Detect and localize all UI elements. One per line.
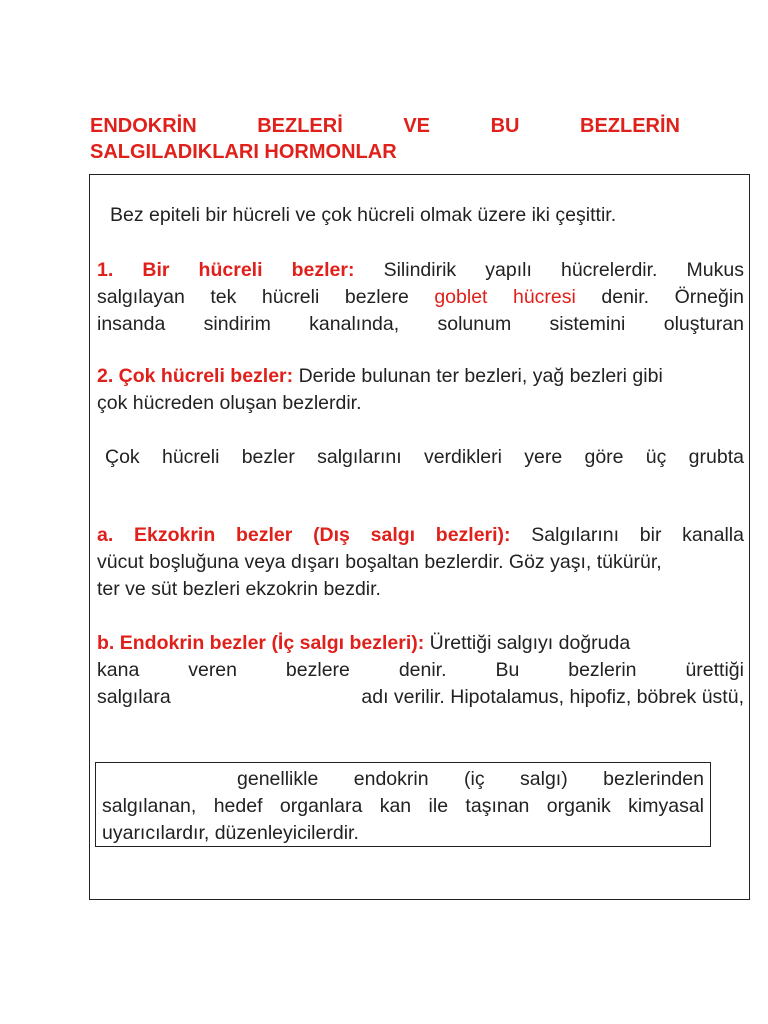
section-line: [97, 311, 744, 338]
section-text: denir. Örneğin: [575, 286, 744, 308]
line-word: kanalında,: [309, 313, 400, 335]
section-unicellular: [97, 257, 744, 338]
line-word: denir.: [398, 659, 447, 681]
line-word: bezler: [241, 446, 295, 468]
title-word: BU: [490, 115, 520, 137]
section-exocrine: [97, 522, 744, 603]
section-text: Silindirik yapılı hücrelerdir. Mukus: [354, 259, 744, 281]
line-word: hücreli: [161, 446, 220, 468]
line-word: insanda: [97, 313, 166, 335]
line-word: kana: [97, 659, 140, 681]
line-word: göre: [584, 446, 624, 468]
groups-paragraph: [105, 444, 744, 471]
section-text: ter ve süt bezleri ekzokrin bezdir.: [97, 578, 381, 600]
section-endocrine: [97, 630, 744, 711]
section-line: [97, 684, 744, 711]
section-text: salgılayan tek hücreli bezlere: [97, 286, 435, 308]
line-word: salgılarını: [317, 446, 402, 468]
line-word: Çok: [105, 446, 140, 468]
line-word: bezlerinden: [603, 768, 704, 790]
line-word: endokrin: [353, 768, 429, 790]
section-line: [97, 630, 744, 657]
goblet-highlight: goblet hücresi: [434, 286, 576, 308]
section-text: salgılanan, hedef organlara kan ile taşınan organik kimyasal: [102, 795, 704, 817]
section-text: uyarıcılardır, düzenleyicilerdir.: [102, 822, 359, 844]
line-word: bezlere: [285, 659, 350, 681]
line-word: oluşturan: [663, 313, 744, 335]
section-line: [102, 766, 704, 793]
section-heading: b. Endokrin bezler (İç salgı bezleri):: [97, 632, 425, 654]
section-heading: 2. Çok hücreli bezler:: [97, 365, 294, 387]
section-text: Deride bulunan ter bezleri, yağ bezleri gibi: [293, 365, 663, 387]
section-line: [97, 657, 744, 684]
line-word: Bu: [495, 659, 520, 681]
title-word: BEZLERİN: [580, 115, 680, 137]
line-word: grubta: [688, 446, 744, 468]
section-multicellular: [97, 363, 744, 417]
section-heading: 1. Bir hücreli bezler:: [97, 259, 355, 281]
section-line: [97, 257, 744, 284]
title-word: BEZLERİ: [257, 115, 343, 137]
section-line: [97, 284, 744, 311]
hormone-definition: [102, 766, 704, 847]
section-text: vücut boşluğuna veya dışarı boşaltan bezlerdir. Göz yaşı, tükürür,: [97, 551, 662, 573]
line-word: (iç: [464, 768, 485, 790]
intro-paragraph: Bez epiteli bir hücreli ve çok hücreli olmak üzere iki çeşittir.: [110, 204, 617, 226]
section-text: çok hücreden oluşan bezlerdir.: [97, 392, 362, 414]
title-word: ENDOKRİN: [90, 115, 197, 137]
section-heading: a. Ekzokrin bezler (Dış salgı bezleri):: [97, 524, 511, 546]
section-line: [97, 363, 744, 390]
line-word: sistemini: [549, 313, 626, 335]
line-word: ürettiği: [685, 659, 744, 681]
section-text: Salgılarını bir kanalla: [510, 524, 744, 546]
line-word: üç: [645, 446, 667, 468]
section-text: salgılara: [97, 686, 171, 708]
line-word: veren: [188, 659, 237, 681]
section-text: adı verilir. Hipotalamus, hipofiz, böbrek üstü,: [361, 686, 744, 708]
line-word: solunum: [437, 313, 512, 335]
section-text: Ürettiği salgıyı doğruda: [424, 632, 631, 654]
section-line: [97, 522, 744, 549]
title-line-2: SALGILADIKLARI HORMONLAR: [90, 141, 397, 163]
line-word: yere: [524, 446, 563, 468]
document-title: [90, 113, 680, 165]
line-word: sindirim: [203, 313, 271, 335]
title-word: VE: [403, 115, 431, 137]
line-word: salgı): [520, 768, 568, 790]
line-word: bezlerin: [568, 659, 637, 681]
line-word: genellikle: [237, 768, 319, 790]
title-line-1: [90, 113, 680, 139]
line-word: verdikleri: [423, 446, 502, 468]
